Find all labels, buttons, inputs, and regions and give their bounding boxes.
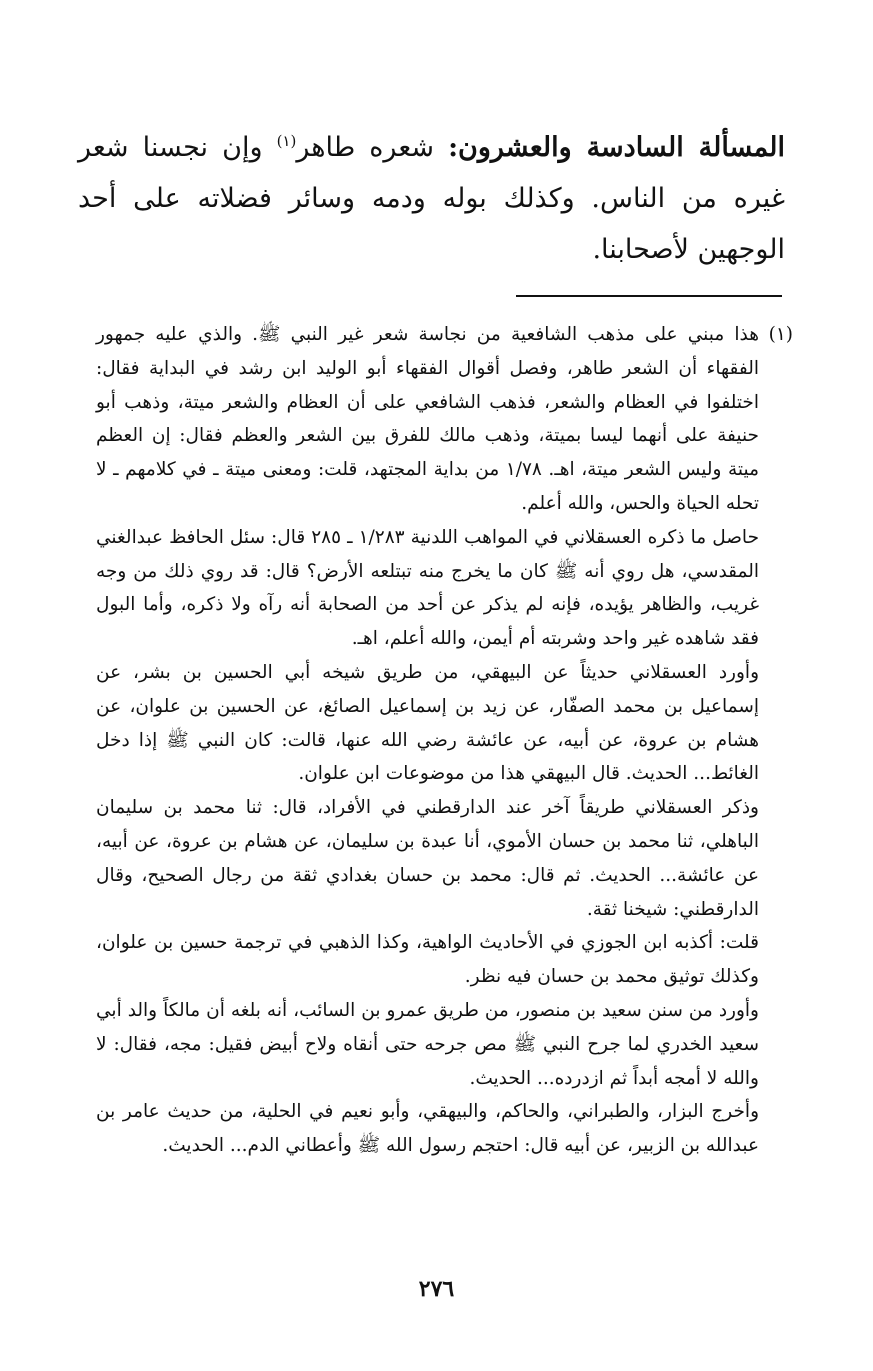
footnote-paragraph: وأورد العسقلاني حديثاً عن البيهقي، من طريق شيخه أبي الحسين بن بشر، عن إسماعيل بن محمد الصفّار، عن زيد بن إسماعيل الصائغ، عن الحسين بن علوان، عن هشام بن عروة، عن أبيه، عن عائشة رضي الله عنها، قالت: كان النبي ﷺ إذا دخل الغائط... الحديث. قال البيهقي هذا من موضوعات ابن علوان.	[96, 661, 759, 785]
footnote-paragraph: حاصل ما ذكره العسقلاني في المواهب اللدنية ١/٢٨٣ ـ ٢٨٥ قال: سئل الحافظ عبدالغني المقدسي، هل روي أنه ﷺ كان ما يخرج منه تبتلعه الأرض؟ قال: قد روي ذلك من وجه غريب، والظاهر يؤيده، فإنه لم يذكر عن أحد من الصحابة أنه رآه ولا ذكره، وأما البول فقد شاهده غير واحد وشربته أم أيمن، والله أعلم، اهـ.	[96, 526, 759, 650]
footnote-paragraph: هذا مبني على مذهب الشافعية من نجاسة شعر غير النبي ﷺ. والذي عليه جمهور الفقهاء أن الشعر طاهر، وفصل أقوال الفقهاء أبو الوليد ابن رشد في البداية فقال: اختلفوا في العظام والشعر، فذهب الشافعي على أن العظام والشعر ميتة، وذهب أبو حنيفة على أنهما ليسا بميتة، وذهب مالك للفرق بين الشعر والعظم فقال: إن العظم ميتة وليس الشعر ميتة، اهـ. ١/٧٨ من بداية المجتهد، قلت: ومعنى ميتة ـ في كلامهم ـ لا تحله الحياة والحس، والله أعلم.	[96, 324, 759, 514]
footnotes-section	[96, 318, 793, 1163]
main-text	[78, 122, 785, 275]
footnote-paragraph: قلت: أكذبه ابن الجوزي في الأحاديث الواهية، وكذا الذهبي في ترجمة حسين بن علوان، وكذلك توثيق محمد بن حسان فيه نظر.	[96, 932, 759, 988]
footnote-divider	[516, 295, 782, 297]
main-text-rest: وإن نجسنا شعر غيره من الناس. وكذلك بوله ودمه وسائر فضلاته على أحد الوجهين لأصحابنا.	[78, 132, 785, 265]
footnote-paragraph: وأورد من سنن سعيد بن منصور، من طريق عمرو بن السائب، أنه بلغه أن مالكاً والد أبي سعيد الخدري لما جرح النبي ﷺ مص جرحه حتى أنقاه ولاح أبيض فقيل: مجه، فقال: لا والله لا أمجه أبداً ثم ازدرده... الحديث.	[96, 999, 759, 1089]
footnote-marker: (١)	[768, 324, 793, 345]
footnote-paragraph: وذكر العسقلاني طريقاً آخر عند الدارقطني في الأفراد، قال: ثنا محمد بن سليمان الباهلي، ثنا محمد بن حسان الأموي، أنا عبدة بن سليمان، عن هشام بن عروة، عن أبيه، عن عائشة... الحديث. ثم قال: محمد بن حسان بغدادي ثقة من رجال الصحيح، وقال الدارقطني: شيخنا ثقة.	[96, 797, 759, 920]
page-number: ٢٧٦	[418, 1276, 455, 1302]
footnote-reference: (١)	[276, 132, 297, 150]
issue-heading: المسألة السادسة والعشرون:	[448, 132, 785, 163]
main-text-start: شعره طاهر	[296, 132, 449, 163]
footnote-item	[96, 318, 793, 521]
footnote-paragraph: وأخرج البزار، والطبراني، والحاكم، والبيهقي، وأبو نعيم في الحلية، من حديث عامر بن عبدالله بن الزبير، عن أبيه قال: احتجم رسول الله ﷺ وأعطاني الدم... الحديث.	[96, 1101, 759, 1157]
